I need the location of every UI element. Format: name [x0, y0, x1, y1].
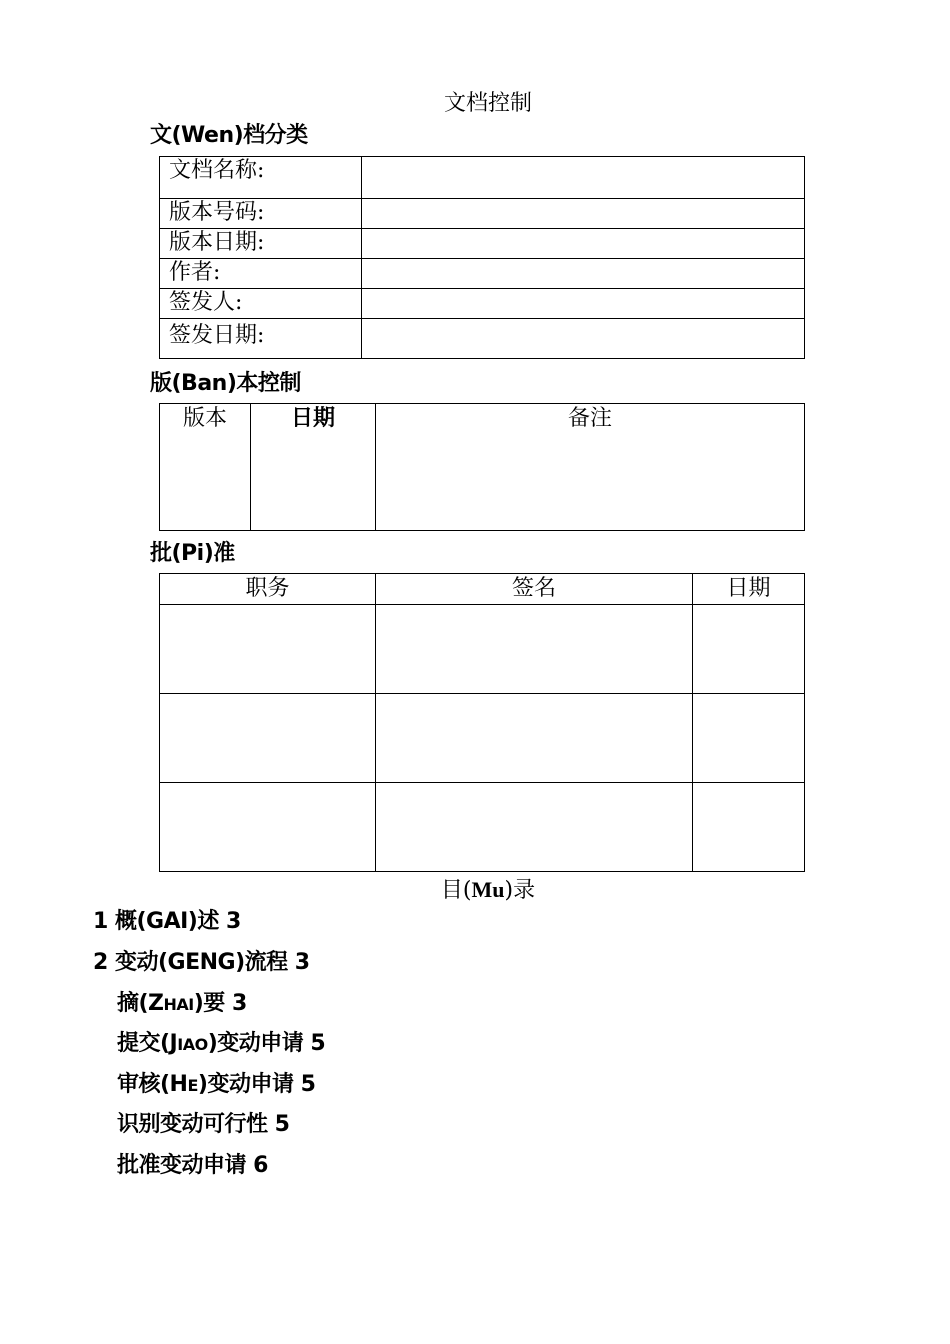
value-issuer[interactable] [362, 289, 805, 319]
toc-item-overview[interactable]: 1 概(GAI)述 3 [93, 909, 241, 934]
column-header-signature: 签名 [376, 574, 693, 605]
column-header-date: 日期 [251, 404, 376, 531]
version-control-heading: 版(Ban)本控制 [150, 371, 301, 396]
signature-cell[interactable] [376, 783, 693, 872]
toc-item-change-process[interactable]: 2 变动(GENG)流程 3 [93, 950, 310, 975]
approval-table [159, 573, 805, 872]
value-author[interactable] [362, 259, 805, 289]
label-issuer: 签发人: [160, 289, 362, 319]
position-cell[interactable] [160, 783, 376, 872]
document-title: 文档控制 [443, 91, 532, 116]
signature-cell[interactable] [376, 694, 693, 783]
approval-heading: 批(Pi)准 [150, 541, 235, 566]
value-version-number[interactable] [362, 199, 805, 229]
toc-item-approve-change-request[interactable]: 批准变动申请 6 [117, 1153, 268, 1178]
value-issue-date[interactable] [362, 319, 805, 359]
position-cell[interactable] [160, 605, 376, 694]
label-version-date: 版本日期: [160, 229, 362, 259]
column-header-version: 版本 [160, 404, 251, 531]
label-issue-date: 签发日期: [160, 319, 362, 359]
toc-item-submit-change-request[interactable]: 提交(JIAO)变动申请 5 [117, 1031, 326, 1056]
label-version-number: 版本号码: [160, 199, 362, 229]
classification-table [159, 156, 805, 359]
column-header-position: 职务 [160, 574, 376, 605]
value-version-date[interactable] [362, 229, 805, 259]
value-document-name[interactable] [362, 157, 805, 199]
table-row [160, 783, 805, 872]
signature-cell[interactable] [376, 605, 693, 694]
label-author: 作者: [160, 259, 362, 289]
date-cell[interactable] [693, 783, 805, 872]
toc-item-identify-feasibility[interactable]: 识别变动可行性 5 [117, 1112, 290, 1137]
position-cell[interactable] [160, 694, 376, 783]
date-cell[interactable] [693, 605, 805, 694]
column-header-approval-date: 日期 [693, 574, 805, 605]
date-cell[interactable] [693, 694, 805, 783]
table-row [160, 605, 805, 694]
toc-item-summary[interactable]: 摘(ZHAI)要 3 [117, 991, 247, 1016]
toc-title: 目(Mu)录 [440, 877, 536, 903]
label-document-name: 文档名称: [160, 157, 362, 199]
classification-heading: 文(Wen)档分类 [150, 123, 308, 148]
column-header-notes: 备注 [376, 404, 805, 531]
table-row [160, 694, 805, 783]
toc-item-review-change-request[interactable]: 审核(HE)变动申请 5 [117, 1072, 316, 1097]
version-control-table [159, 403, 805, 531]
